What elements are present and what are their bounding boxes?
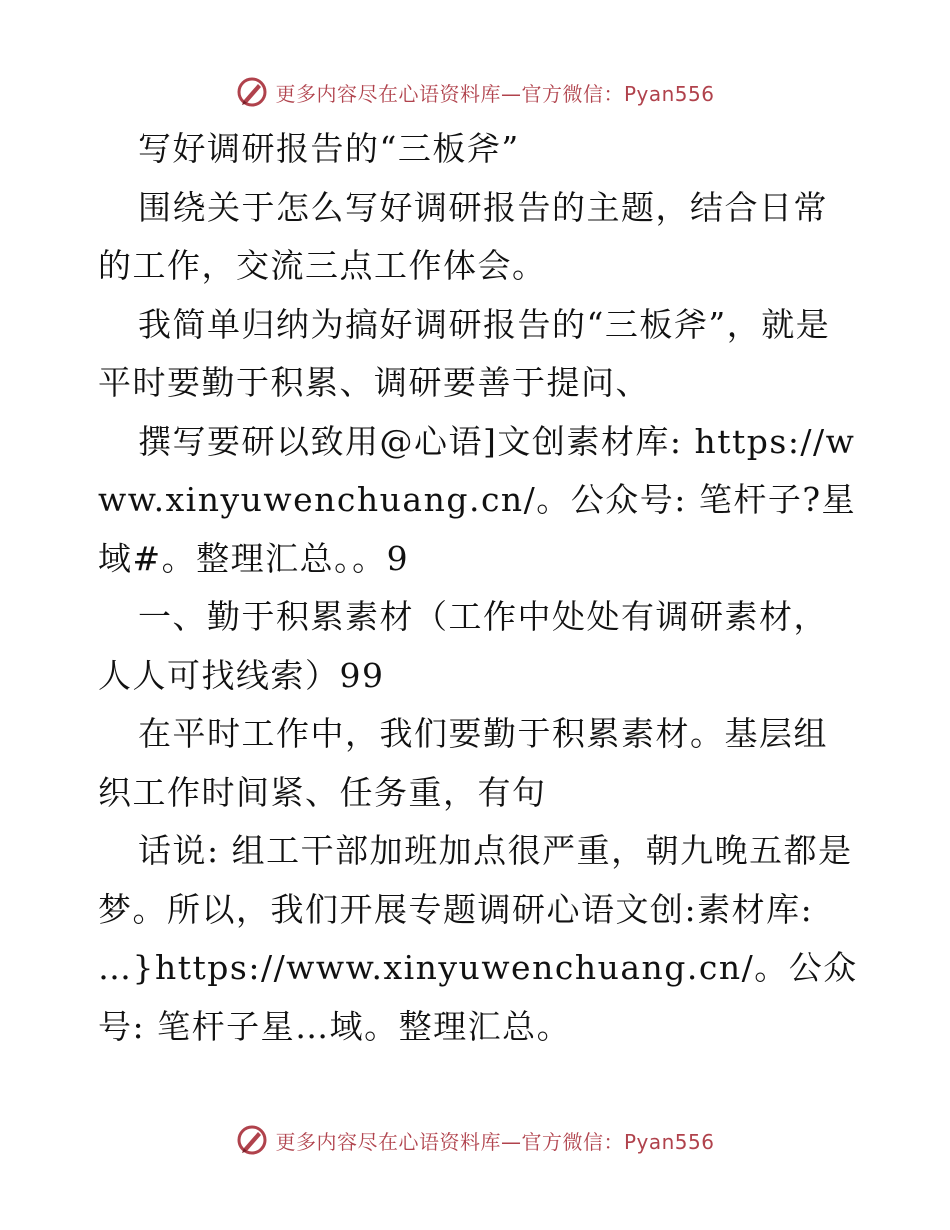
- section-heading-1: 一、勤于积累素材（工作中处处有调研素材，人人可找线索）99: [98, 597, 828, 695]
- paragraph-source-note: 撰写要研以致用@心语]文创素材库: https://www.xinyuwenchuang.cn/。公众号: 笔杆子?星域#。整理汇总。。9: [98, 421, 857, 578]
- paragraph-intro: 围绕关于怎么写好调研报告的主题，结合日常的工作，交流三点工作体会。: [98, 187, 828, 285]
- footer-banner: [0, 1120, 950, 1160]
- header-banner: [0, 72, 950, 112]
- footer-banner-text: 更多内容尽在心语资料库—官方微信：Pyan556: [275, 1129, 715, 1154]
- document-title: 写好调研报告的“三板斧”: [138, 129, 520, 168]
- pen-logo-icon: [235, 75, 269, 109]
- pen-logo-icon: [235, 1123, 269, 1157]
- paragraph-summary: 我简单归纳为搞好调研报告的“三板斧”，就是平时要勤于积累、调研要善于提问、: [98, 304, 831, 402]
- paragraph-body-2: 话说: 组工干部加班加点很严重，朝九晚五都是梦。所以，我们开展专题调研心语文创:素材库: …}https://www.xinyuwenchuang.cn/。公众号: 笔杆子星…域。整理汇总。: [98, 831, 858, 1046]
- paragraph-body-1: 在平时工作中，我们要勤于积累素材。基层组织工作时间紧、任务重，有句: [98, 714, 828, 812]
- header-banner-text: 更多内容尽在心语资料库—官方微信：Pyan556: [275, 81, 715, 106]
- document-body: [98, 120, 858, 1056]
